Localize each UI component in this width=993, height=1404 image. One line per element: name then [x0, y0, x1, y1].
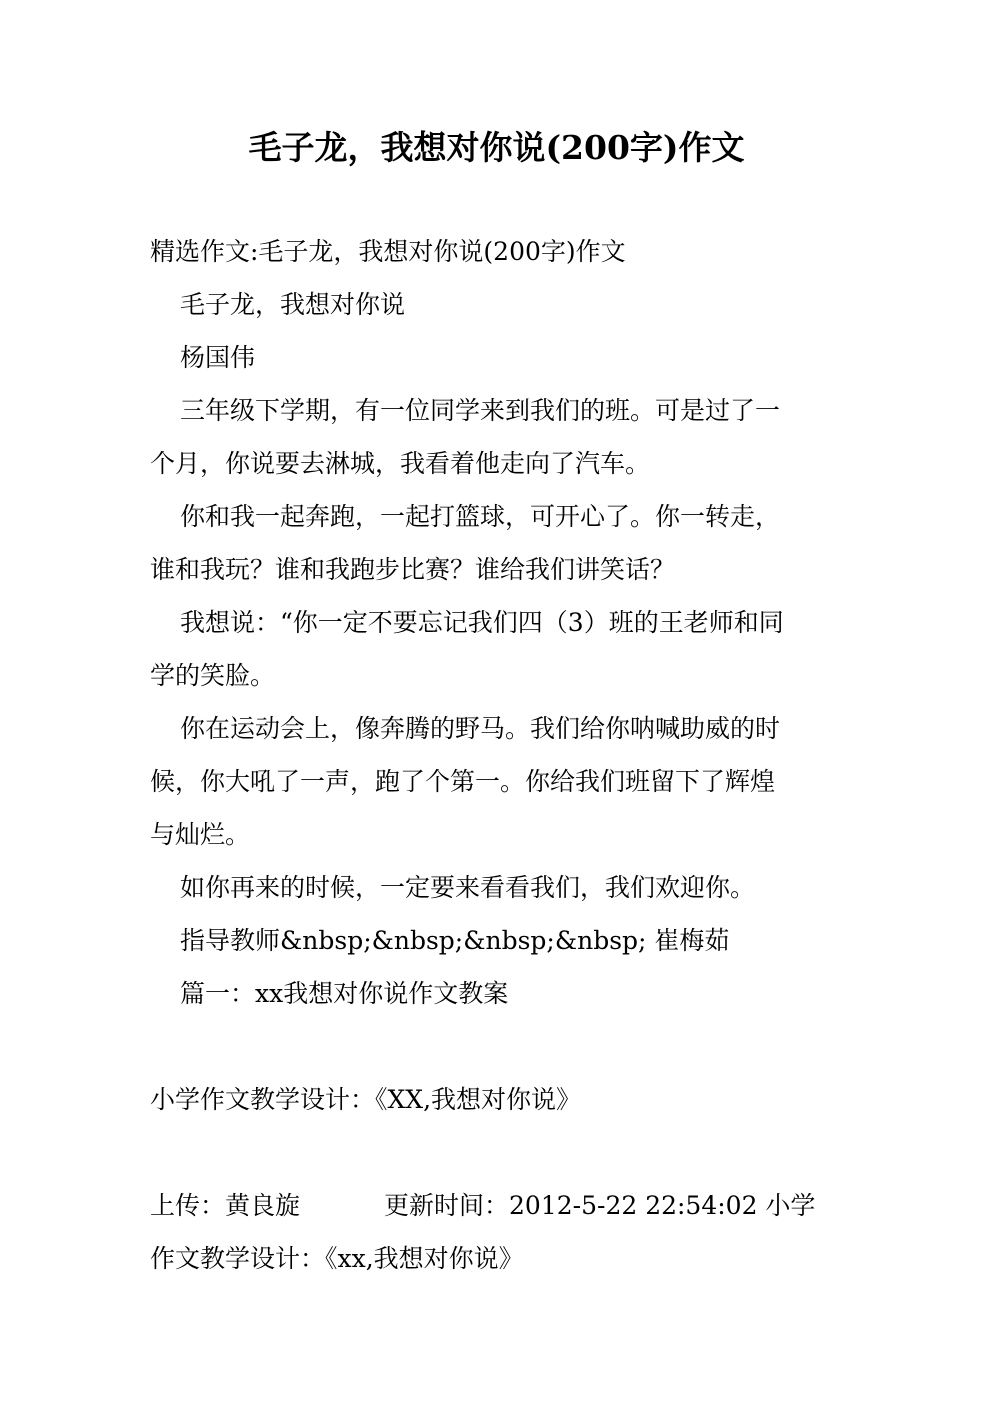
- blank-line: [150, 1126, 850, 1179]
- text-line: 作文教学设计：《xx,我想对你说》: [150, 1244, 524, 1273]
- paragraph-body-5: [150, 861, 850, 914]
- text-line: 杨国伟: [180, 343, 256, 372]
- uploader-text: 上传：黄良旋: [150, 1191, 301, 1220]
- text-line: 个月，你说要去淋城，我看着他走向了汽车。: [150, 449, 651, 478]
- blank-line: [150, 1020, 850, 1073]
- paragraph-upload-info: [150, 1179, 850, 1285]
- paragraph-intro: [150, 225, 850, 278]
- text-line: 篇一：xx我想对你说作文教案: [180, 979, 509, 1008]
- paragraph-body-4: [150, 702, 850, 861]
- paragraph-author: [150, 331, 850, 384]
- paragraph-body-3: [150, 596, 850, 702]
- paragraph-subtitle: [150, 278, 850, 331]
- paragraph-teacher: [150, 914, 850, 967]
- text-line: 与灿烂。: [150, 820, 251, 849]
- text-line: 如你再来的时候，一定要来看看我们，我们欢迎你。: [180, 873, 756, 902]
- text-line: 候，你大吼了一声，跑了个第一。你给我们班留下了辉煌: [150, 767, 776, 796]
- paragraph-body-2: [150, 490, 850, 596]
- document-title: 毛子龙，我想对你说(200字)作文: [248, 128, 745, 167]
- text-line: 指导教师&nbsp;&nbsp;&nbsp;&nbsp; 崔梅茹: [180, 926, 730, 955]
- text-line: 我想说：“你一定不要忘记我们四（3）班的王老师和同: [180, 608, 784, 637]
- text-line: 谁和我玩？谁和我跑步比赛？谁给我们讲笑话？: [150, 555, 676, 584]
- text-line: 三年级下学期，有一位同学来到我们的班。可是过了一: [180, 396, 781, 425]
- document-body: [150, 225, 850, 1285]
- text-line: 你在运动会上，像奔腾的野马。我们给你呐喊助威的时: [180, 714, 781, 743]
- paragraph-section-heading: [150, 967, 850, 1020]
- text-line: 毛子龙，我想对你说: [180, 290, 406, 319]
- text-line: 精选作文:毛子龙，我想对你说(200字)作文: [150, 237, 626, 266]
- paragraph-design-title: [150, 1073, 850, 1126]
- text-line: 学的笑脸。: [150, 661, 276, 690]
- text-line: 你和我一起奔跑，一起打篮球，可开心了。你一转走，: [180, 502, 781, 531]
- update-time-text: 更新时间：2012-5-22 22:54:02 小学: [384, 1191, 816, 1220]
- text-line: 小学作文教学设计：《XX,我想对你说》: [150, 1085, 582, 1114]
- upload-line: [150, 1179, 850, 1232]
- paragraph-body-1: [150, 384, 850, 490]
